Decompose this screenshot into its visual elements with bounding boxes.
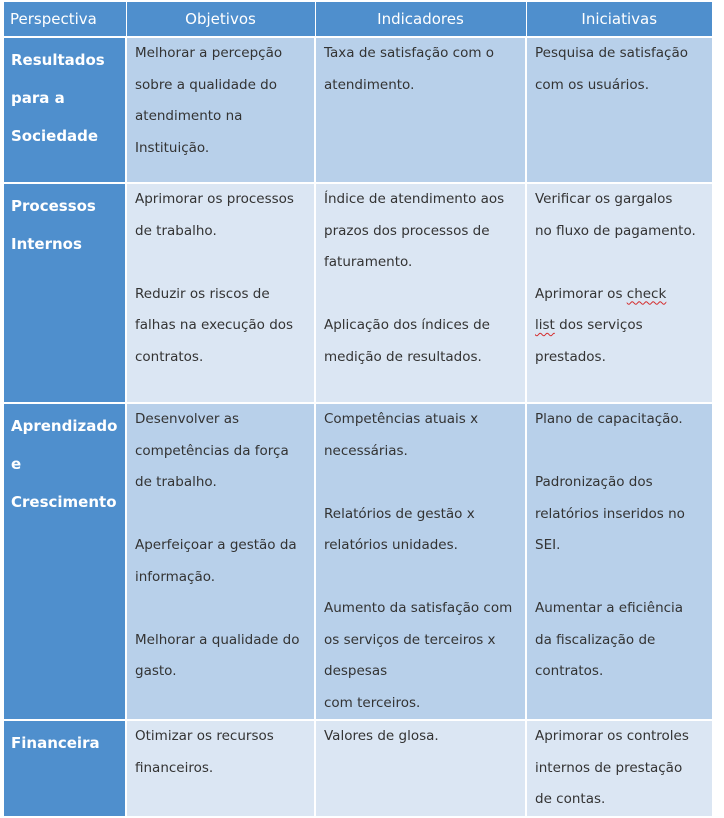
header-objetivos: Objetivos	[126, 2, 315, 37]
cell-text-line: Aprimorar os processos	[135, 191, 294, 207]
table-header	[4, 2, 712, 37]
perspective-label-line: Crescimento	[11, 493, 117, 511]
strategy-table	[4, 2, 712, 818]
paragraph-gap	[535, 247, 706, 279]
cell-text-line: Valores de glosa.	[324, 728, 439, 744]
cell-text-line: atendimento.	[324, 76, 415, 93]
cell-text-line: SEI.	[535, 537, 561, 553]
objetivos-cell	[126, 183, 315, 403]
objetivos-cell	[126, 720, 315, 817]
perspective-label-line: para a	[11, 89, 65, 107]
paragraph-gap	[324, 467, 519, 499]
cell-text-line: faturamento.	[324, 254, 413, 270]
cell-text-line: de contas.	[535, 791, 606, 807]
cell-text-line: prazos dos processos de	[324, 222, 490, 239]
perspective-label-line: Processos	[11, 197, 96, 215]
perspective-label-line: Financeira	[11, 734, 100, 752]
cell-text-line: despesas	[324, 663, 388, 679]
table-row	[4, 37, 712, 183]
cell-text-line: com terceiros.	[324, 694, 421, 711]
cell-text-line: Aperfeiçoar a gestão da	[135, 537, 297, 553]
cell-text-line: Plano de capacitação.	[535, 411, 683, 427]
perspective-cell	[4, 37, 126, 183]
cell-text-line: Melhorar a qualidade do	[135, 631, 300, 648]
cell-text-line: de trabalho.	[135, 474, 217, 490]
text-fragment: Aprimorar os	[535, 285, 627, 302]
spellcheck-flagged-word: list	[535, 317, 555, 333]
cell-text-line: Aplicação dos índices de	[324, 317, 490, 333]
cell-text-line: Desenvolver as	[135, 411, 240, 427]
perspective-label-line: Sociedade	[11, 127, 99, 145]
iniciativas-cell	[526, 183, 712, 403]
iniciativas-cell	[526, 720, 712, 817]
indicadores-cell	[315, 37, 526, 183]
perspective-label-line: Resultados	[11, 51, 105, 69]
text-fragment: dos serviços	[554, 317, 643, 333]
cell-text-line: Instituição.	[135, 139, 210, 156]
cell-text-line: Aumento da satisfação com	[324, 600, 513, 616]
table-body	[4, 37, 712, 817]
perspective-cell	[4, 183, 126, 403]
perspective-label-line: e	[11, 455, 22, 473]
cell-text-line: informação.	[135, 568, 216, 585]
objetivos-cell	[126, 403, 315, 720]
cell-text-line: Pesquisa de satisfação	[535, 45, 689, 61]
paragraph-gap	[324, 562, 519, 594]
cell-text-line: competências da força	[135, 442, 289, 459]
header-perspectiva: Perspectiva	[4, 2, 126, 37]
cell-text-line: falhas na execução dos	[135, 317, 294, 333]
indicadores-cell	[315, 183, 526, 403]
cell-text-line: Índice de atendimento aos	[324, 191, 505, 207]
perspective-cell	[4, 403, 126, 720]
cell-text-line: Melhorar a percepção	[135, 45, 283, 61]
cell-text-line: no fluxo de pagamento.	[535, 222, 696, 239]
cell-text-line: da fiscalização de	[535, 631, 656, 648]
cell-text-line: prestados.	[535, 348, 606, 365]
paragraph-gap	[324, 279, 519, 311]
cell-text-line: financeiros.	[135, 759, 214, 776]
cell-text-line: relatórios unidades.	[324, 537, 458, 553]
paragraph-gap	[535, 436, 706, 468]
indicadores-cell	[315, 403, 526, 720]
cell-text-line: Relatórios de gestão x	[324, 505, 475, 522]
header-iniciativas: Iniciativas	[526, 2, 712, 37]
cell-text-line: contratos.	[135, 348, 204, 365]
perspective-label-line: Internos	[11, 235, 82, 253]
cell-text-line: Competências atuais x	[324, 411, 479, 427]
paragraph-gap	[135, 247, 308, 279]
cell-text-line: sobre a qualidade do	[135, 76, 278, 93]
cell-text-line: necessárias.	[324, 442, 408, 459]
cell-text-line: atendimento na	[135, 108, 243, 124]
header-indicadores: Indicadores	[315, 2, 526, 37]
header-row	[4, 2, 712, 37]
cell-text-line: relatórios inseridos no	[535, 505, 685, 522]
cell-text-line	[535, 279, 706, 311]
cell-text-line: Aprimorar os controles	[535, 728, 689, 744]
spellcheck-flagged-word: check	[626, 285, 667, 302]
paragraph-gap	[535, 562, 706, 594]
iniciativas-cell	[526, 37, 712, 183]
cell-text-line: gasto.	[135, 663, 177, 679]
perspective-cell	[4, 720, 126, 817]
table-row	[4, 403, 712, 720]
cell-text-line	[535, 310, 706, 342]
objetivos-cell	[126, 37, 315, 183]
cell-text-line: medição de resultados.	[324, 348, 482, 365]
cell-text-line: Taxa de satisfação com o	[324, 45, 495, 61]
cell-text-line: de trabalho.	[135, 222, 217, 239]
cell-text-line: contratos.	[535, 663, 604, 679]
cell-text-line: Aumentar a eficiência	[535, 600, 684, 616]
cell-text-line: com os usuários.	[535, 76, 650, 93]
paragraph-gap	[135, 593, 308, 625]
iniciativas-cell	[526, 403, 712, 720]
cell-text-line: internos de prestação	[535, 759, 683, 776]
cell-text-line: Padronização dos	[535, 474, 653, 490]
cell-text-line: Reduzir os riscos de	[135, 285, 270, 302]
indicadores-cell	[315, 720, 526, 817]
cell-text-line: Otimizar os recursos	[135, 728, 274, 744]
table-row	[4, 183, 712, 403]
cell-text-line: os serviços de terceiros x	[324, 631, 496, 648]
cell-text-line: Verificar os gargalos	[535, 191, 673, 207]
perspective-label-line: Aprendizado	[11, 417, 118, 435]
table-row	[4, 720, 712, 817]
paragraph-gap	[135, 499, 308, 531]
